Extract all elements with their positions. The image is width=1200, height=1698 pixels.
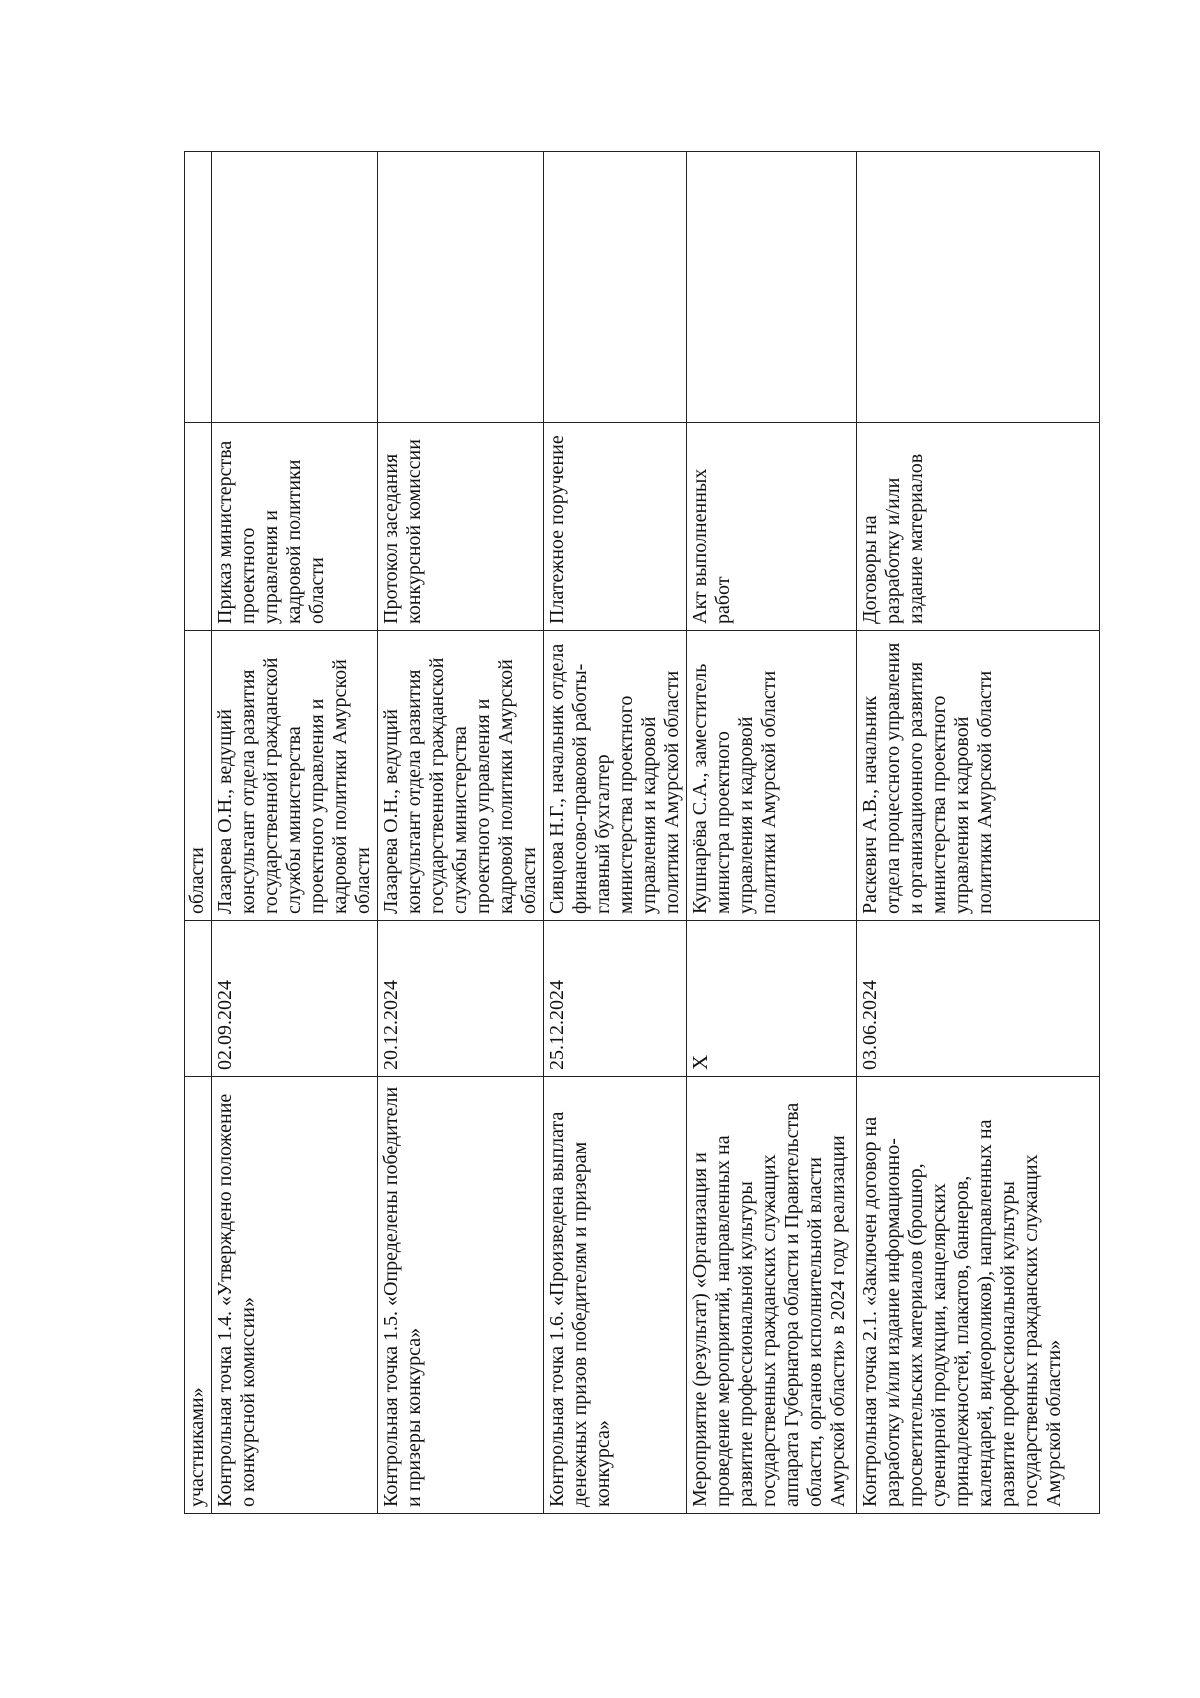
extra-cell [687,152,857,423]
rotated-document-page [184,152,1068,1514]
event-cell: Контрольная точка 2.1. «Заключен договор на разработку и/или издание информационно-просветительских материалов (брошюр, сувенирной продукции, канцелярских принадлежностей, плакатов, баннеров, календарей, видеороликов), направленных на развитие профессиональной культуры государственных гражданских служащих Амурской области» [857,1077,1100,1514]
document-cell: Платежное поручение [544,423,687,631]
event-cell: Контрольная точка 1.4. «Утверждено положение о конкурсной комиссии» [212,1077,378,1514]
extra-cell [185,152,212,423]
table-row-carryover [185,152,212,1514]
document-cell: Акт выполненных работ [687,423,857,631]
date-cell: 25.12.2024 [544,921,687,1077]
date-cell: 03.06.2024 [857,921,1100,1077]
event-cell: участниками» [185,1077,212,1514]
event-cell: Контрольная точка 1.5. «Определены победители и призеры конкурса» [378,1077,544,1514]
event-cell: Мероприятие (результат) «Организация и проведение мероприятий, направленных на развитие профессиональной культуры государственных гражданских служащих аппарата Губернатора области и Правительства области, органов исполнительной власти Амурской области» в 2024 году реализации [687,1077,857,1514]
extra-cell [212,152,378,423]
table-row [544,152,687,1514]
responsible-cell: Кушнарёва С.А., заместитель министра проектного управления и кадровой политики Амурской области [687,631,857,921]
extra-cell [544,152,687,423]
extra-cell [857,152,1100,423]
responsible-cell: Сивцова Н.Г., начальник отдела финансово-правовой работы-главный бухгалтер министерства проектного управления и кадровой политики Амурской области [544,631,687,921]
date-cell: 02.09.2024 [212,921,378,1077]
responsible-cell: Лазарева О.Н., ведущий консультант отдела развития государственной гражданской службы министерства проектного управления и кадровой политики Амурской области [212,631,378,921]
document-cell: Протокол заседания конкурсной комиссии [378,423,544,631]
table-row [857,152,1100,1514]
date-cell: X [687,921,857,1077]
responsible-cell: области [185,631,212,921]
responsible-cell: Раскевич А.В., начальник отдела процессного управления и организационного развития министерства проектного управления и кадровой политики Амурской области [857,631,1100,921]
responsible-cell: Лазарева О.Н., ведущий консультант отдела развития государственной гражданской службы министерства проектного управления и кадровой политики Амурской области [378,631,544,921]
event-cell: Контрольная точка 1.6. «Произведена выплата денежных призов победителям и призерам конкурса» [544,1077,687,1514]
document-cell: Договоры на разработку и/или издание материалов [857,423,1100,631]
extra-cell [378,152,544,423]
table-row [212,152,378,1514]
table-row [378,152,544,1514]
document-cell: Приказ министерства проектного управления и кадровой политики области [212,423,378,631]
date-cell [185,921,212,1077]
date-cell: 20.12.2024 [378,921,544,1077]
document-cell [185,423,212,631]
table-row [687,152,857,1514]
implementation-plan-table [184,151,1100,1514]
